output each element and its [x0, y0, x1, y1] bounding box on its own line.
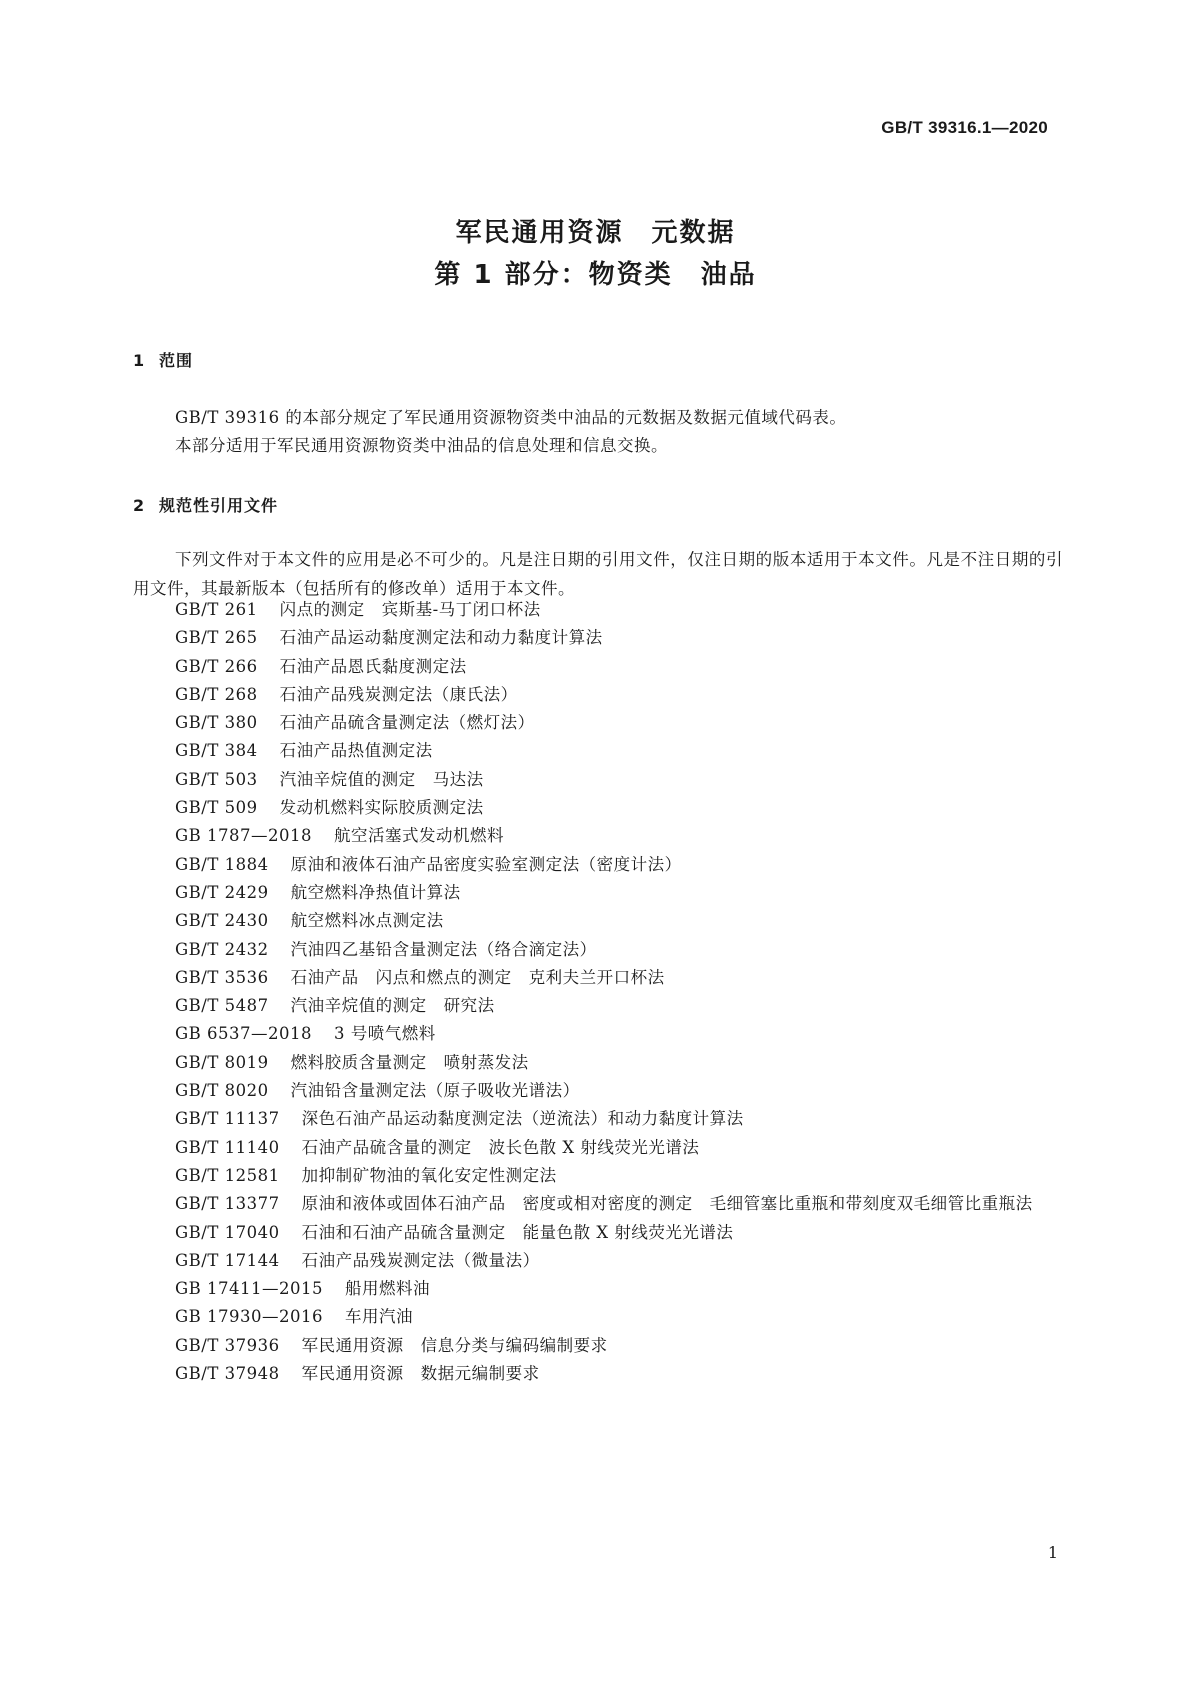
reference-code: GB/T 2430 — [175, 911, 269, 931]
section-1-number: 1 — [133, 351, 146, 370]
reference-code: GB/T 261 — [175, 600, 258, 619]
section-2-number: 2 — [133, 496, 146, 515]
reference-code: GB/T 17144 — [175, 1250, 280, 1270]
reference-item — [133, 1049, 1063, 1077]
reference-item — [133, 1105, 1063, 1133]
reference-item — [133, 1162, 1063, 1190]
reference-item — [133, 1020, 1063, 1048]
page-number: 1 — [1047, 1543, 1058, 1562]
reference-item — [133, 822, 1063, 850]
reference-title: 石油和石油产品硫含量测定 能量色散 X 射线荧光光谱法 — [301, 1222, 734, 1242]
reference-title: 车用汽油 — [345, 1307, 414, 1327]
reference-title: 军民通用资源 数据元编制要求 — [301, 1364, 540, 1384]
reference-code: GB/T 12581 — [175, 1165, 280, 1185]
reference-item — [133, 964, 1063, 992]
scope-paragraph-1: GB/T 39316 的本部分规定了军民通用资源物资类中油品的元数据及数据元值域代码表。 — [175, 408, 847, 427]
reference-title: 汽油四乙基铅含量测定法（络合滴定法） — [290, 939, 597, 959]
reference-code: GB/T 2432 — [175, 939, 269, 959]
reference-code: GB/T 11137 — [175, 1109, 280, 1129]
section-1-title: 范围 — [159, 351, 194, 370]
reference-item — [133, 851, 1063, 879]
reference-title: 闪点的测定 宾斯基-马丁闭口杯法 — [279, 600, 541, 619]
reference-title: 发动机燃料实际胶质测定法 — [279, 798, 484, 818]
reference-item — [133, 1190, 1063, 1218]
reference-code: GB/T 37936 — [175, 1335, 280, 1355]
reference-code: GB/T 384 — [175, 741, 258, 761]
reference-code: GB/T 11140 — [175, 1137, 280, 1157]
reference-code: GB/T 266 — [175, 656, 258, 676]
document-title — [0, 212, 1191, 296]
reference-code: GB/T 2429 — [175, 882, 269, 902]
reference-item — [133, 936, 1063, 964]
reference-code: GB/T 380 — [175, 713, 258, 733]
reference-title: 3 号喷气燃料 — [334, 1024, 436, 1044]
reference-item — [133, 766, 1063, 794]
reference-item — [133, 1360, 1063, 1388]
reference-title: 石油产品热值测定法 — [279, 741, 433, 761]
reference-item — [133, 1219, 1063, 1247]
reference-list — [133, 596, 1063, 1388]
reference-item — [133, 1275, 1063, 1303]
reference-title: 加抑制矿物油的氧化安定性测定法 — [301, 1165, 557, 1185]
reference-code: GB/T 37948 — [175, 1364, 280, 1384]
reference-title: 原油和液体或固体石油产品 密度或相对密度的测定 毛细管塞比重瓶和带刻度双毛细管比重瓶法 — [301, 1194, 1033, 1214]
reference-item — [133, 794, 1063, 822]
reference-code: GB/T 265 — [175, 628, 258, 648]
reference-item — [133, 1247, 1063, 1275]
scope-paragraph-2: 本部分适用于军民通用资源物资类中油品的信息处理和信息交换。 — [175, 436, 668, 455]
reference-item — [133, 1303, 1063, 1331]
section-1-heading — [133, 348, 193, 371]
section-2-title: 规范性引用文件 — [159, 496, 279, 515]
reference-code: GB/T 8019 — [175, 1052, 269, 1072]
reference-item — [133, 653, 1063, 681]
reference-item — [133, 624, 1063, 652]
reference-item — [133, 596, 1063, 624]
reference-code: GB/T 3536 — [175, 967, 269, 987]
reference-code: GB/T 503 — [175, 769, 258, 789]
reference-title: 石油产品运动黏度测定法和动力黏度计算法 — [279, 628, 603, 648]
title-line-1: 军民通用资源 元数据 — [455, 218, 736, 248]
reference-code: GB 17411—2015 — [175, 1279, 324, 1299]
reference-code: GB/T 13377 — [175, 1194, 280, 1214]
reference-title: 汽油辛烷值的测定 马达法 — [279, 769, 484, 789]
reference-title: 石油产品恩氏黏度测定法 — [279, 656, 467, 676]
reference-code: GB 17930—2016 — [175, 1307, 324, 1327]
reference-title: 石油产品残炭测定法（微量法） — [301, 1250, 540, 1270]
reference-title: 航空燃料冰点测定法 — [290, 911, 444, 931]
reference-title: 石油产品硫含量测定法（燃灯法） — [279, 713, 535, 733]
reference-item — [133, 681, 1063, 709]
reference-title: 深色石油产品运动黏度测定法（逆流法）和动力黏度计算法 — [301, 1109, 744, 1129]
reference-title: 汽油辛烷值的测定 研究法 — [290, 996, 495, 1016]
reference-item — [133, 907, 1063, 935]
reference-code: GB/T 17040 — [175, 1222, 280, 1242]
reference-item — [133, 737, 1063, 765]
reference-title: 石油产品硫含量的测定 波长色散 X 射线荧光光谱法 — [301, 1137, 700, 1157]
reference-code: GB/T 268 — [175, 684, 258, 704]
reference-item — [133, 879, 1063, 907]
reference-code: GB/T 8020 — [175, 1081, 269, 1101]
reference-code: GB 1787—2018 — [175, 826, 313, 846]
reference-code: GB 6537—2018 — [175, 1024, 313, 1044]
reference-title: 燃料胶质含量测定 喷射蒸发法 — [290, 1052, 529, 1072]
reference-title: 汽油铅含量测定法（原子吸收光谱法） — [290, 1081, 580, 1101]
reference-title: 航空活塞式发动机燃料 — [334, 826, 505, 846]
reference-title: 原油和液体石油产品密度实验室测定法（密度计法） — [290, 854, 682, 874]
standard-code: GB/T 39316.1—2020 — [881, 118, 1048, 137]
title-line-2: 第 1 部分：物资类 油品 — [434, 260, 757, 290]
reference-title: 石油产品 闪点和燃点的测定 克利夫兰开口杯法 — [290, 967, 665, 987]
reference-code: GB/T 5487 — [175, 996, 269, 1016]
reference-item — [133, 1077, 1063, 1105]
reference-item — [133, 992, 1063, 1020]
reference-code: GB/T 1884 — [175, 854, 269, 874]
references-intro: 下列文件对于本文件的应用是必不可少的。凡是注日期的引用文件，仅注日期的版本适用于本文件。凡是不注日期的引用文件，其最新版本（包括所有的修改单）适用于本文件。 — [133, 550, 1063, 598]
reference-title: 石油产品残炭测定法（康氏法） — [279, 684, 518, 704]
reference-title: 航空燃料净热值计算法 — [290, 882, 461, 902]
section-2-heading — [133, 493, 278, 516]
reference-item — [133, 1134, 1063, 1162]
reference-title: 船用燃料油 — [345, 1279, 431, 1299]
reference-item — [133, 1332, 1063, 1360]
reference-item — [133, 709, 1063, 737]
reference-title: 军民通用资源 信息分类与编码编制要求 — [301, 1335, 608, 1355]
reference-code: GB/T 509 — [175, 798, 258, 818]
